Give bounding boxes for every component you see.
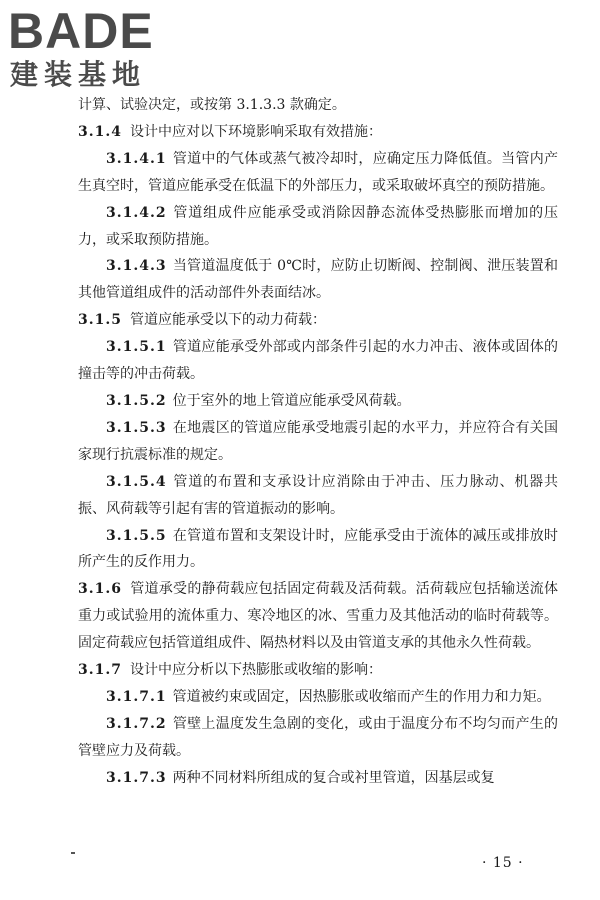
logo-brand-text: BADE [8, 4, 154, 59]
clause-number: 3.1.7.3 [106, 769, 167, 786]
clause-number: 3.1.7.1 [106, 688, 167, 705]
clause-number: 3.1.5.1 [106, 339, 167, 356]
clause-text: 位于室外的地上管道应能承受风荷载。 [172, 392, 411, 409]
logo-subtitle: 建装基地 [10, 58, 147, 90]
bade-logo-graphic [6, 4, 176, 90]
scan-mark [71, 852, 75, 854]
clause-text: 管壁上温度发生急剧的变化，或由于温度分布不均匀而产生的管壁应力及荷载。 [78, 715, 558, 759]
clause-number: 3.1.4.3 [106, 258, 167, 275]
clause-number: 3.1.5.3 [106, 419, 167, 436]
document-body [78, 92, 558, 792]
clause-number: 3.1.6 [78, 581, 122, 598]
clause-text: 管道组成件应能承受或消除因静态流体受热膨胀而增加的压力，或采取预防措施。 [78, 204, 558, 248]
clause-text: 管道应能承受外部或内部条件引起的水力冲击、液体或固体的撞击等的冲击荷载。 [78, 339, 558, 383]
clause-paragraph [78, 523, 558, 577]
clause-text: 管道的布置和支承设计应消除由于冲击、压力脉动、机器共振、风荷载等引起有害的管道振动的影响。 [78, 473, 558, 517]
clause-number: 3.1.4.2 [106, 204, 167, 221]
clause-text: 在地震区的管道应能承受地震引起的水平力，并应符合有关国家现行抗震标准的规定。 [78, 419, 558, 463]
bade-logo [6, 4, 176, 90]
clause-text: 管道中的气体或蒸气被冷却时，应确定压力降低值。当管内产生真空时，管道应能承受在低温下的外部压力，或采取破坏真空的预防措施。 [78, 150, 558, 194]
continuation-paragraph [78, 92, 558, 119]
clause-text: 在管道布置和支架设计时，应能承受由于流体的减压或排放时所产生的反作用力。 [78, 527, 558, 571]
clause-paragraph [78, 765, 558, 792]
clause-number: 3.1.5.5 [106, 527, 167, 544]
clause-text: 管道承受的静荷载应包括固定荷载及活荷载。活荷载应包括输送流体重力或试验用的流体重力、寒冷地区的冰、雪重力及其他活动的临时荷载等。固定荷载应包括管道组成件、隔热材料以及由管道支承的其他永久性荷载。 [78, 581, 558, 652]
section-paragraph [78, 307, 558, 334]
clause-paragraph [78, 253, 558, 307]
clause-text: 两种不同材料所组成的复合或衬里管道，因基层或复 [172, 769, 495, 786]
clause-text: 当管道温度低于 0℃时，应防止切断阀、控制阀、泄压装置和其他管道组成件的活动部件外表面结冰。 [78, 258, 558, 302]
clause-paragraph [78, 334, 558, 388]
clause-paragraph [78, 711, 558, 765]
clause-text: 管道应能承受以下的动力荷载： [129, 312, 326, 329]
clause-paragraph [78, 684, 558, 711]
clause-number: 3.1.5.4 [106, 473, 167, 490]
clause-number: 3.1.7 [78, 662, 122, 679]
section-paragraph [78, 657, 558, 684]
clause-number: 3.1.5 [78, 312, 122, 329]
section-paragraph [78, 576, 558, 657]
clause-paragraph [78, 469, 558, 523]
clause-number: 3.1.5.2 [106, 392, 167, 409]
clause-number: 3.1.7.2 [106, 715, 167, 732]
page-number: · 15 · [482, 855, 524, 871]
section-paragraph [78, 119, 558, 146]
clause-paragraph [78, 146, 558, 200]
clause-paragraph [78, 388, 558, 415]
clause-paragraph [78, 200, 558, 254]
clause-paragraph [78, 415, 558, 469]
clause-text: 设计中应分析以下热膨胀或收缩的影响： [129, 662, 382, 679]
clause-number: 3.1.4.1 [106, 150, 167, 167]
clause-number: 3.1.4 [78, 123, 122, 140]
clause-text: 设计中应对以下环境影响采取有效措施： [129, 123, 382, 140]
clause-text: 管道被约束或固定，因热膨胀或收缩而产生的作用力和力矩。 [172, 688, 551, 705]
clause-text: 计算、试验决定，或按第 3.1.3.3 款确定。 [78, 97, 346, 113]
